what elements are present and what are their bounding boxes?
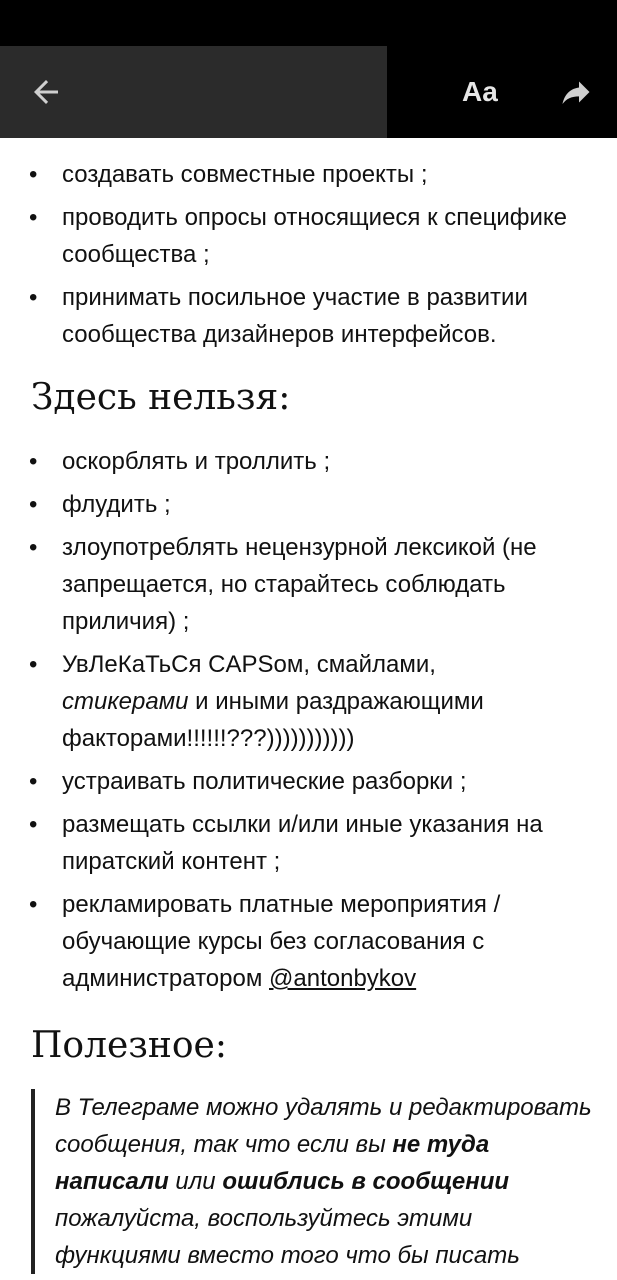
list-item: • рекламировать платные мероприятия / обучающие курсы без согласования с администратором @antonbykov [29, 891, 501, 992]
list-item: • злоупотреблять нецензурной лексикой (не запрещается, но старайтесь соблюдать приличия) ; [29, 534, 537, 635]
article-content [0, 108, 617, 1274]
allowed-list [0, 156, 617, 353]
list-item: • УвЛеКаТьСя CAPSом, смайлами, стикерами и иными раздражающими факторами!!!!!!???))))))))))) [29, 651, 484, 752]
top-toolbar [0, 46, 617, 138]
back-button[interactable] [0, 46, 387, 138]
forbidden-heading: Здесь нельзя: [31, 377, 291, 418]
font-settings-button[interactable]: Aa [462, 76, 498, 107]
admin-mention-link[interactable]: @antonbykov [269, 965, 417, 992]
list-item: • оскорблять и троллить ; [29, 448, 331, 475]
forbidden-list [0, 443, 617, 997]
list-item: • устраивать политические разборки ; [29, 768, 467, 795]
useful-heading: Полезное: [31, 1025, 227, 1066]
arrow-left-icon [28, 74, 64, 110]
list-item: • размещать ссылки и/или иные указания на пиратский контент ; [29, 811, 543, 875]
list-item: • принимать посильное участие в развитии сообщества дизайнеров интерфейсов. [29, 284, 528, 348]
quote-block: В Телеграме можно удалять и редактировать сообщения, так что если вы не туда написали или ошиблись в сообщении пожалуйста, воспользуйтесь этими функциями вместо того что бы писать [31, 1089, 617, 1274]
share-icon[interactable] [558, 74, 594, 110]
list-item: • проводить опросы относящиеся к специфике сообщества ; [29, 204, 568, 268]
list-item: • флудить ; [29, 491, 171, 518]
list-item: • создавать совместные проекты ; [29, 161, 428, 188]
status-bar [0, 0, 617, 46]
